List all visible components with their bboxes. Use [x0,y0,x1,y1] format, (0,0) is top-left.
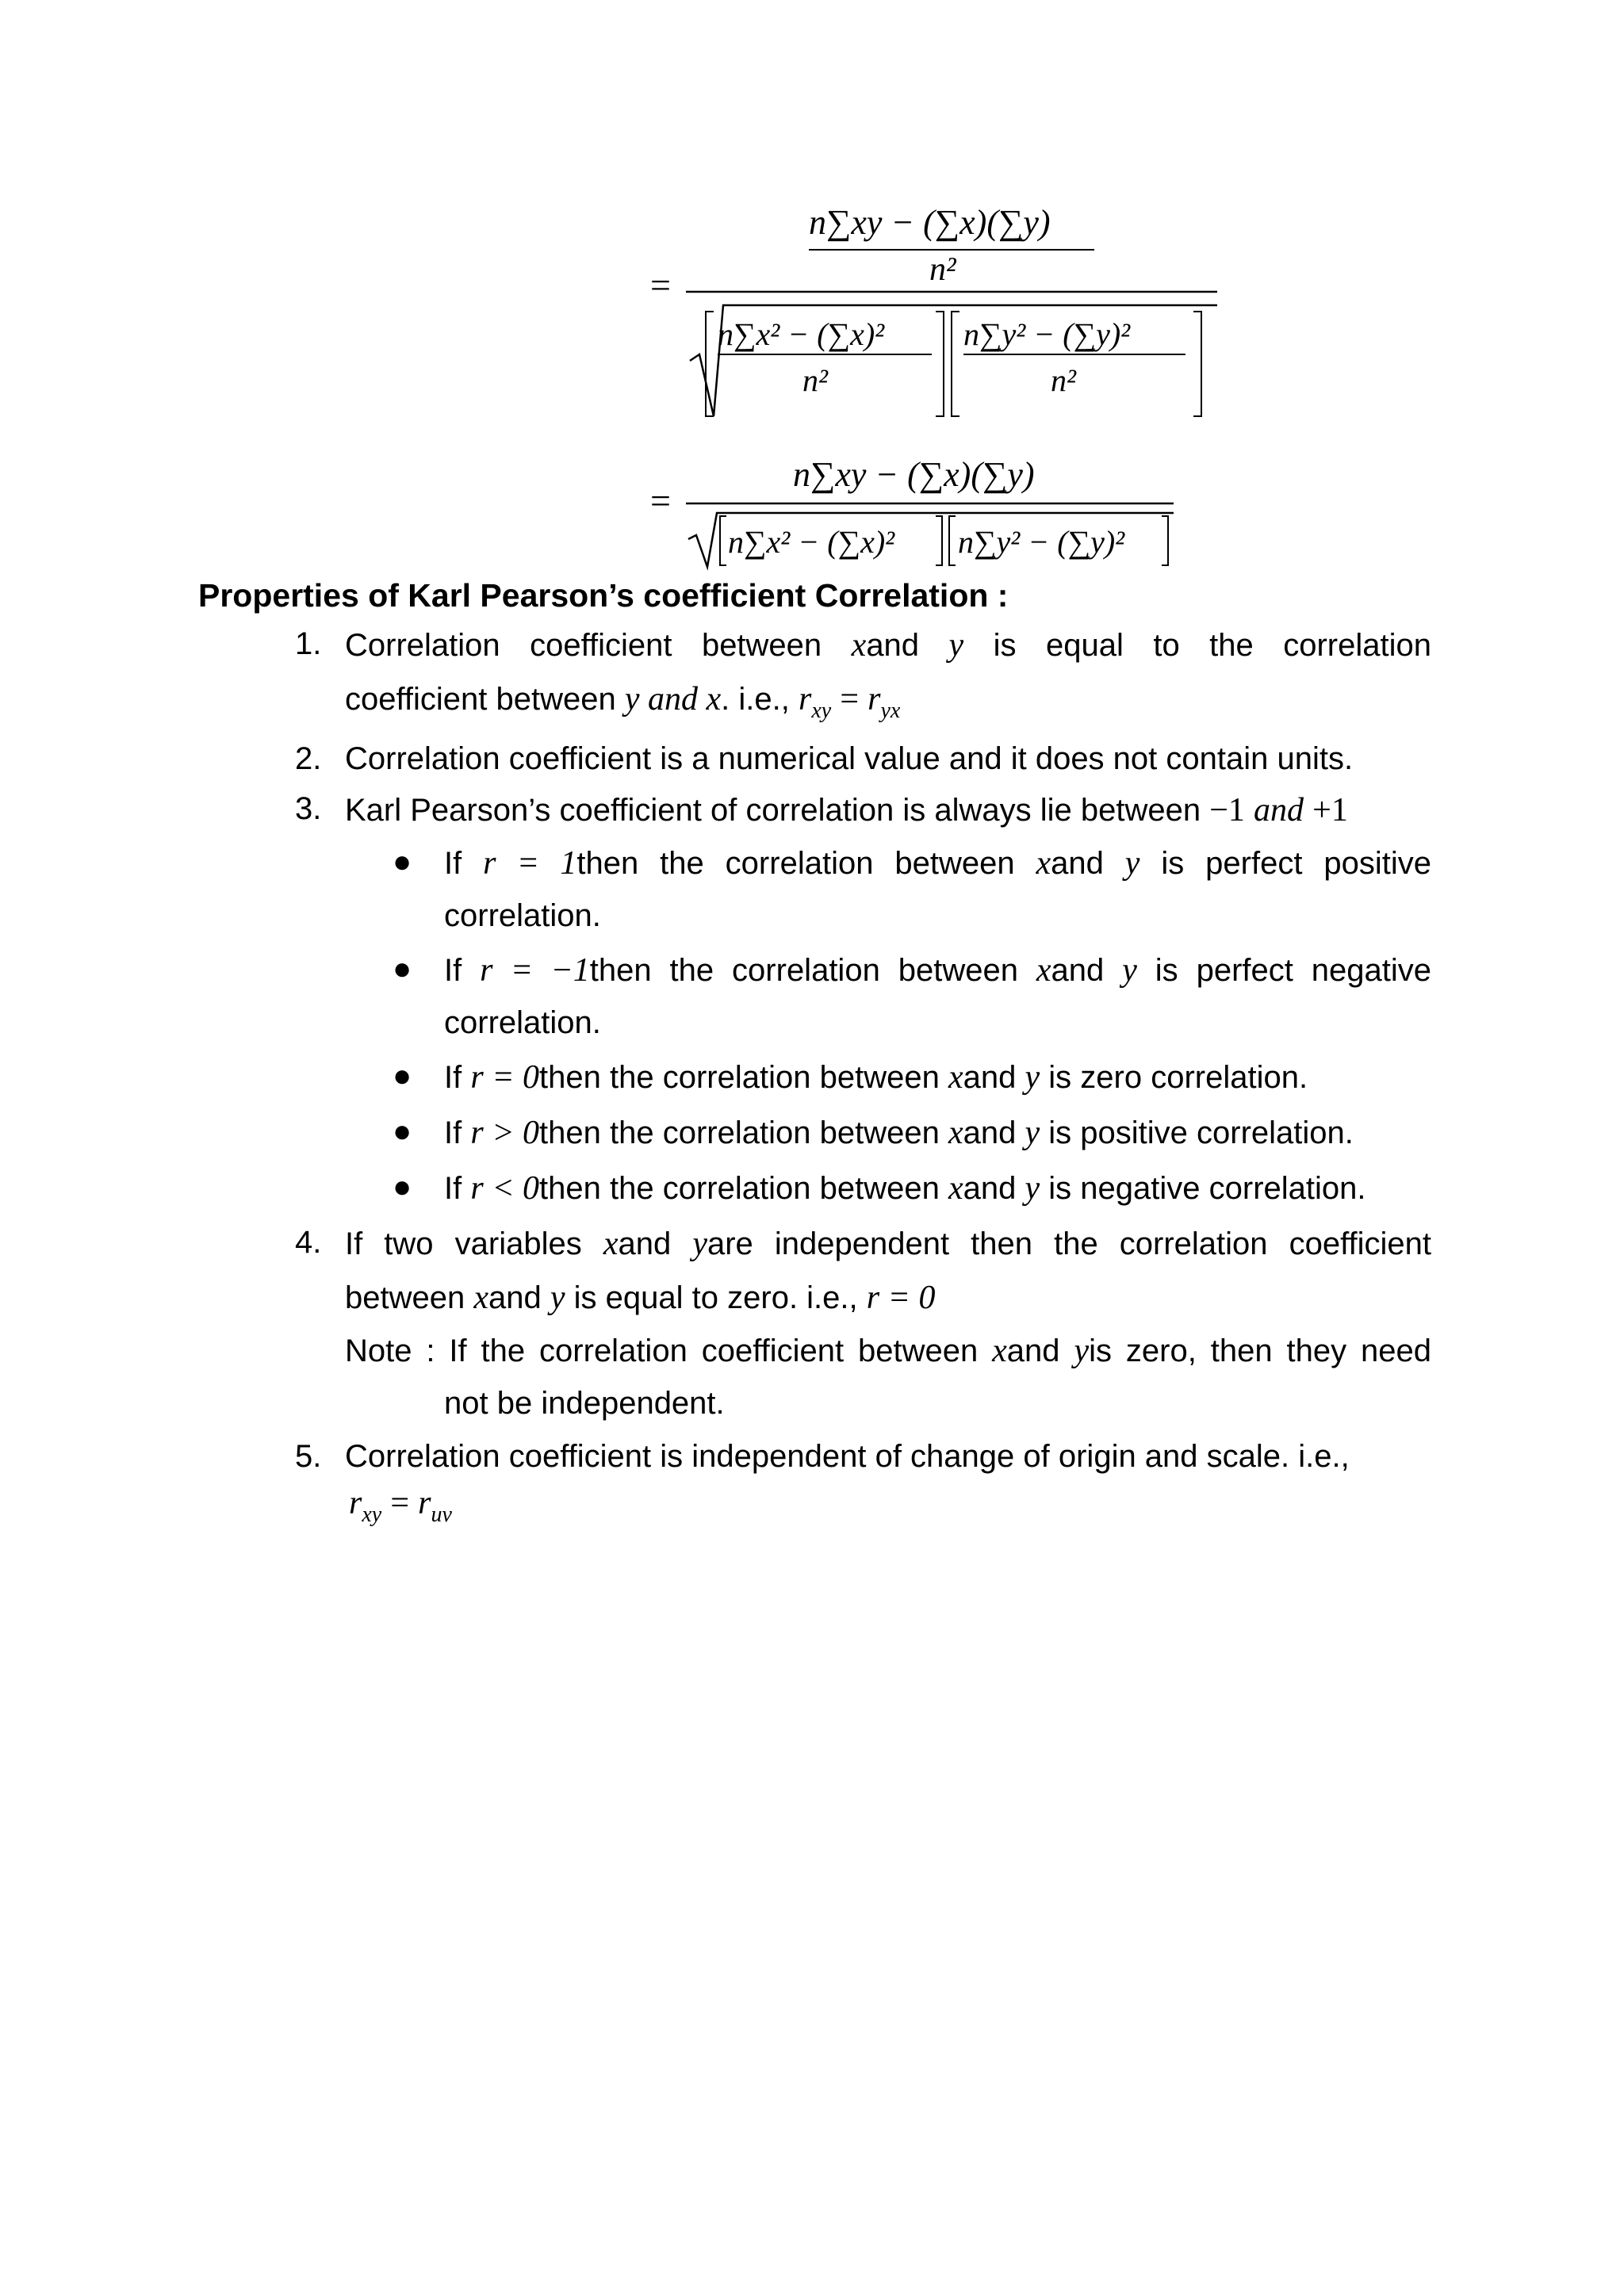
item-number: 1. [295,626,322,661]
formula-1-svg [650,186,1237,424]
bullet-icon: ● [393,844,412,879]
section-heading: Properties of Karl Pearson’s coefficient Correlation : [198,577,1009,614]
bullet-item-5: If r < 0then the correlation between xand y is negative correlation. [444,1170,1366,1207]
item-number: 5. [295,1439,322,1474]
formula-1-numerator: n∑xy − (∑x)(∑y) [809,203,1051,242]
formula-2-numerator: n∑xy − (∑x)(∑y) [793,455,1035,494]
formula-2-d2: n∑y² − (∑y)² [958,524,1125,560]
bullet-icon: ● [393,1114,412,1149]
formula-1-numerator-denominator: n² [929,251,956,288]
equals-sign: = [650,480,671,521]
bullet-item-1: If r = 1then the correlation between xand y is perfect positive [444,845,1431,882]
formula-1-d1-n2: n² [802,362,828,398]
list-item-2: Correlation coefficient is a numerical value and it does not contain units. [345,741,1354,776]
bullet-item-2: If r = −1then the correlation between xand y is perfect negative [444,952,1431,989]
formula-1-d2: n∑y² − (∑y)² [963,316,1131,352]
formula-1-d1: n∑x² − (∑x)² [718,316,885,352]
bullet-icon: ● [393,1058,412,1093]
formula-2 [650,448,1189,579]
list-item-1-line-1: Correlation coefficient between xand y is equal to the correlation [345,627,1431,664]
bullet-item-1-cont: correlation. [444,898,601,933]
bullet-icon: ● [393,951,412,986]
list-item-4-line-1: If two variables xand yare independent then the correlation coefficient [345,1226,1431,1262]
formula-1 [650,186,1237,428]
equals-sign: = [650,265,671,305]
list-item-4-note-line-1: Note : If the correlation coefficient between xand yis zero, then they need [345,1333,1431,1369]
bullet-item-4: If r > 0then the correlation between xand y is positive correlation. [444,1115,1354,1151]
formula-2-svg [650,448,1189,575]
bullet-item-2-cont: correlation. [444,1005,601,1040]
item-number: 3. [295,791,322,826]
list-item-1-line-2: coefficient between y and x. i.e., $r_{xy} = r_{yx}$ [345,681,901,723]
list-item-5: Correlation coefficient is independent of change of origin and scale. i.e., [345,1439,1350,1474]
item-number: 2. [295,741,322,776]
formula-1-d2-n2: n² [1051,362,1076,398]
item-number: 4. [295,1225,322,1260]
list-item-4-line-2: between xand y is equal to zero. i.e., r = 0 [345,1280,936,1316]
list-item-5-formula: $r_{xy} = r_{uv}$ [349,1485,452,1527]
formula-2-d1: n∑x² − (∑x)² [728,524,895,560]
bullet-item-3: If r = 0then the correlation between xand y is zero correlation. [444,1059,1308,1096]
list-item-3: Karl Pearson’s coefficient of correlation is always lie between −1 and +1 [345,792,1348,828]
bullet-icon: ● [393,1169,412,1204]
list-item-4-note-line-2: not be independent. [444,1386,725,1421]
